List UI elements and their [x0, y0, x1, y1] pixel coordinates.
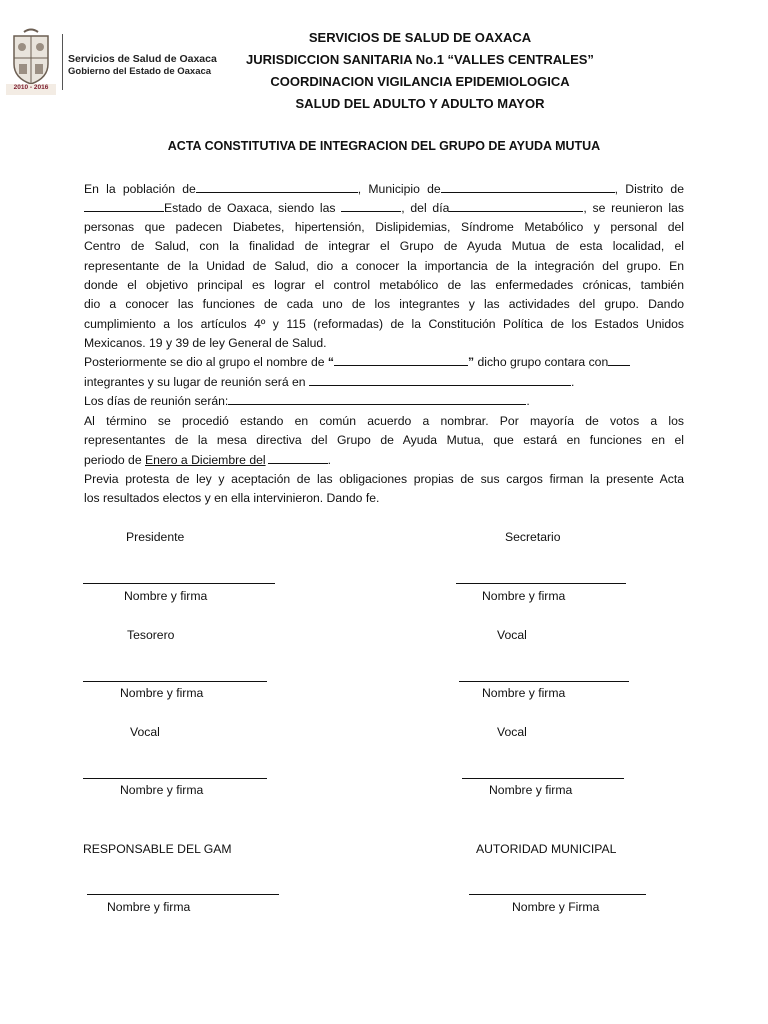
body-line-8: cumplimiento a los artículos 4º y 115 (reformadas) de la Constitución Política de los Estados Unidos [84, 317, 684, 331]
header-line-4: SALUD DEL ADULTO Y ADULTO MAYOR [295, 96, 545, 111]
dias-field[interactable] [228, 392, 526, 405]
autoridad-nombre-firma: Nombre y Firma [512, 900, 600, 914]
body-line-6: donde el objetivo principal es lograr el control metabólico de las enfermedades crónicas, también [84, 278, 684, 292]
periodo-value: Enero a Diciembre del [145, 453, 266, 467]
vocal-1-label: Vocal [497, 628, 527, 642]
body-line-5: representante de la Unidad de Salud, dio a conocer la importancia de la integración del grupo. En [84, 259, 684, 273]
header-line-3: COORDINACION VIGILANCIA EPIDEMIOLOGICA [270, 74, 570, 89]
header-line-1: SERVICIOS DE SALUD DE OAXACA [308, 30, 532, 45]
municipio-label: , Municipio de [357, 182, 441, 196]
integrantes-field[interactable] [608, 353, 630, 366]
logo-divider [62, 34, 63, 90]
vocal-1-signature-line[interactable] [459, 681, 629, 682]
body-line-4: Centro de Salud, con la finalidad de integrar el Grupo de Ayuda Mutua de esta localidad, el [84, 239, 684, 253]
hora-field[interactable] [341, 199, 401, 212]
autoridad-signature-line[interactable] [469, 894, 646, 895]
body-line-11 [84, 373, 684, 393]
responsable-signature-line[interactable] [87, 894, 279, 895]
vocal-2-signature-line[interactable] [83, 778, 267, 779]
secretario-signature-line[interactable] [456, 583, 626, 584]
poblacion-label: En la población de [84, 182, 196, 196]
integrantes-label: dicho grupo contara con [474, 355, 609, 369]
nombre-grupo-label: Posteriormente se dio al grupo el nombre de [84, 355, 328, 369]
lugar-field[interactable] [309, 373, 571, 386]
periodo-label: periodo de [84, 453, 145, 467]
body-line-3: personas que padecen Diabetes, hipertensión, Dislipidemias, Síndrome Metabólico y personal del [84, 220, 684, 234]
poblacion-field[interactable] [196, 180, 358, 193]
vocal-3-signature-line[interactable] [462, 778, 624, 779]
body-line-9: Mexicanos. 19 y 39 de ley General de Salud. [84, 336, 327, 350]
document-title: ACTA CONSTITUTIVA DE INTEGRACION DEL GRUPO DE AYUDA MUTUA [167, 139, 601, 153]
body-line-17: los resultados electos y en ella intervinieron. Dando fe. [84, 491, 380, 505]
dias-label: Los días de reunión serán: [84, 394, 229, 408]
hora-label: Estado de Oaxaca, siendo las [164, 201, 336, 215]
lugar-end: . [570, 375, 575, 389]
nombre-grupo-field[interactable] [334, 353, 468, 366]
body-line-12 [84, 392, 684, 412]
dias-end: . [526, 394, 530, 408]
tesorero-label: Tesorero [127, 628, 175, 642]
body-line-10 [84, 353, 684, 373]
dia-label: , del día [401, 201, 450, 215]
municipio-field[interactable] [441, 180, 615, 193]
institution-logo [6, 28, 220, 96]
distrito-field[interactable] [84, 199, 164, 212]
reunieron-text: , se reunieron las [583, 201, 684, 215]
presidente-signature-line[interactable] [83, 583, 275, 584]
logo-line-1: Servicios de Salud de Oaxaca [68, 53, 217, 65]
presidente-label: Presidente [126, 530, 185, 544]
body-line-2 [84, 199, 684, 219]
distrito-label: , Distrito de [614, 182, 684, 196]
anio-field[interactable] [268, 451, 328, 464]
tesorero-nombre-firma: Nombre y firma [120, 686, 204, 700]
body-line-13: Al término se procedió estando en común acuerdo a nombrar. Por mayoría de votos a los [84, 414, 684, 428]
open-quote: “ [327, 355, 334, 369]
periodo-end: . [327, 453, 331, 467]
dia-field[interactable] [449, 199, 583, 212]
secretario-nombre-firma: Nombre y firma [482, 589, 566, 603]
secretario-label: Secretario [505, 530, 561, 544]
logo-years: 2010 - 2016 [13, 84, 49, 91]
close-quote: ” [467, 355, 475, 369]
responsable-nombre-firma: Nombre y firma [107, 900, 191, 914]
body-line-14: representantes de la mesa directiva del Grupo de Ayuda Mutua, que estará en funciones en el [84, 433, 684, 447]
vocal-3-label: Vocal [497, 725, 527, 739]
body-line-7: dio a conocer las funciones de cada uno de los integrantes y las actividades del grupo. Dando [84, 297, 684, 311]
lugar-label: integrantes y su lugar de reunión será en [84, 375, 309, 389]
tesorero-signature-line[interactable] [83, 681, 267, 682]
body-line-1 [84, 180, 684, 200]
presidente-nombre-firma: Nombre y firma [124, 589, 208, 603]
header-line-2: JURISDICCION SANITARIA No.1 “VALLES CENTRALES” [246, 52, 594, 67]
vocal-2-nombre-firma: Nombre y firma [120, 783, 204, 797]
vocal-2-label: Vocal [130, 725, 160, 739]
vocal-1-nombre-firma: Nombre y firma [482, 686, 566, 700]
vocal-3-nombre-firma: Nombre y firma [489, 783, 573, 797]
autoridad-label: AUTORIDAD MUNICIPAL [476, 842, 617, 856]
body-line-15 [84, 451, 684, 471]
responsable-label: RESPONSABLE DEL GAM [83, 842, 232, 856]
logo-line-2: Gobierno del Estado de Oaxaca [68, 66, 212, 77]
body-line-16: Previa protesta de ley y aceptación de las obligaciones propias de sus cargos firman la presente Acta [84, 472, 684, 486]
